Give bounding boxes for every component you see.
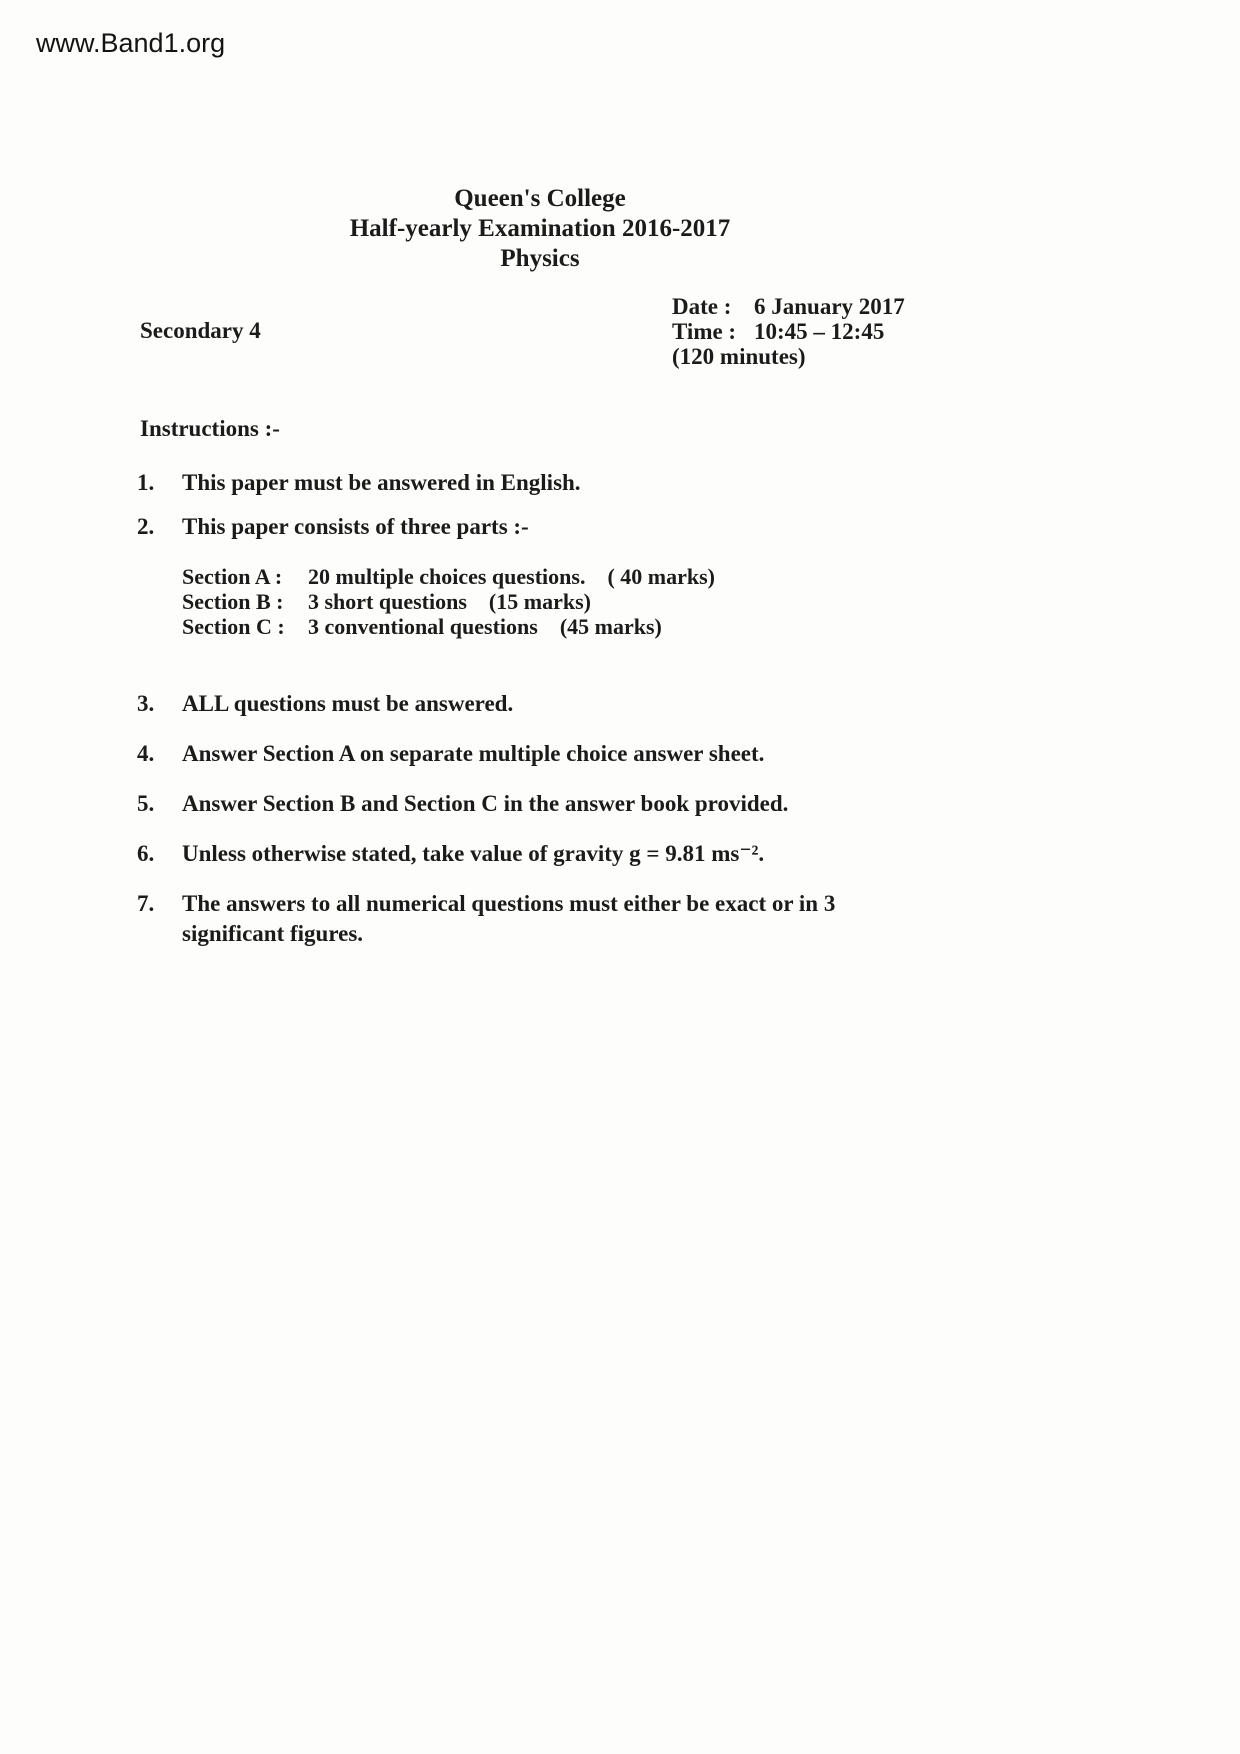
section-row	[182, 564, 1097, 589]
date-value: 6 January 2017	[754, 294, 905, 319]
instruction-number: 3.	[137, 691, 155, 716]
instruction-item	[137, 468, 1097, 498]
datetime-block	[672, 294, 905, 369]
exam-title: Half-yearly Examination 2016-2017	[349, 215, 731, 242]
section-row	[182, 614, 1097, 639]
instruction-text: ALL questions must be answered.	[182, 691, 514, 716]
section-description: 3 conventional questions	[308, 614, 538, 639]
instruction-text: Answer Section B and Section C in the answer book provided.	[182, 791, 789, 816]
date-row	[672, 294, 905, 319]
section-description: 20 multiple choices questions.	[308, 564, 586, 589]
duration: (120 minutes)	[672, 344, 806, 369]
section-breakdown	[182, 564, 1097, 639]
instruction-item	[137, 689, 1097, 719]
instruction-item	[137, 839, 1097, 869]
instruction-item	[137, 789, 1097, 819]
section-row	[182, 589, 1097, 614]
class-level: Secondary 4	[140, 318, 261, 343]
instruction-number: 2.	[137, 514, 155, 539]
instruction-text: Answer Section A on separate multiple choice answer sheet.	[182, 741, 765, 766]
subject-title: Physics	[500, 245, 580, 272]
school-name: Queen's College	[454, 185, 626, 212]
section-marks: (15 marks)	[488, 589, 591, 614]
instruction-number: 5.	[137, 791, 155, 816]
section-description: 3 short questions	[308, 589, 467, 614]
instruction-item	[137, 512, 1097, 542]
instruction-item	[137, 889, 1097, 949]
section-label: Section A :	[182, 564, 283, 589]
instruction-number: 6.	[137, 841, 155, 866]
instruction-item	[137, 739, 1097, 769]
section-label: Section B :	[182, 589, 284, 614]
instruction-text: This paper consists of three parts :-	[182, 514, 529, 539]
instruction-number: 7.	[137, 891, 155, 916]
section-label: Section C :	[182, 614, 285, 639]
instruction-text: Unless otherwise stated, take value of gravity g = 9.81 ms⁻².	[182, 841, 765, 866]
watermark: www.Band1.org	[36, 28, 226, 58]
instruction-number: 1.	[137, 470, 155, 495]
instruction-text: The answers to all numerical questions must either be exact or in 3 significant figures.	[182, 891, 836, 946]
section-marks: ( 40 marks)	[607, 564, 716, 589]
instruction-text: This paper must be answered in English.	[182, 470, 581, 495]
time-label: Time :	[672, 319, 737, 344]
time-row	[672, 319, 905, 344]
instruction-number: 4.	[137, 741, 155, 766]
time-value: 10:45 – 12:45	[754, 319, 885, 344]
title-block	[0, 184, 1080, 274]
instruction-list	[137, 468, 1097, 949]
date-label: Date :	[672, 294, 732, 319]
section-marks: (45 marks)	[559, 614, 662, 639]
instructions-heading: Instructions :-	[140, 416, 280, 441]
